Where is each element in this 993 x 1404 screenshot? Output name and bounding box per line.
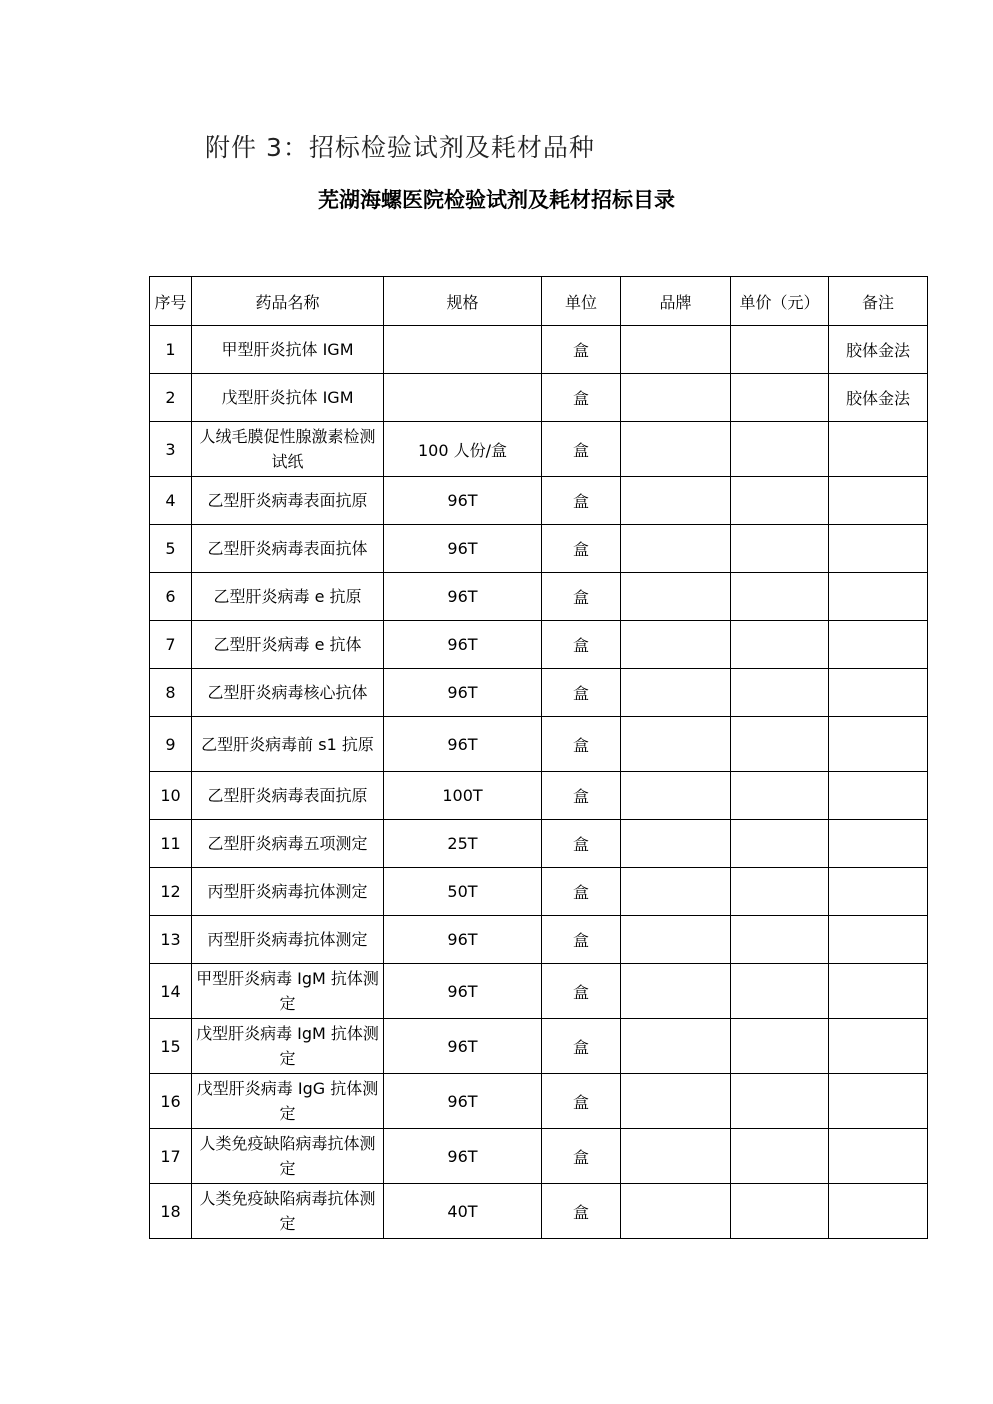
- cell-spec: 96T: [384, 717, 542, 772]
- cell-name: 丙型肝炎病毒抗体测定: [192, 868, 384, 916]
- cell-no: 16: [150, 1074, 192, 1129]
- cell-name: 乙型肝炎病毒表面抗原: [192, 772, 384, 820]
- cell-unit: 盒: [542, 477, 621, 525]
- cell-no: 13: [150, 916, 192, 964]
- cell-price: [731, 422, 829, 477]
- cell-price: [731, 1129, 829, 1184]
- cell-brand: [621, 868, 731, 916]
- table-row: [150, 1129, 928, 1184]
- cell-brand: [621, 916, 731, 964]
- cell-name: 乙型肝炎病毒表面抗原: [192, 477, 384, 525]
- cell-price: [731, 669, 829, 717]
- cell-spec: 100T: [384, 772, 542, 820]
- cell-remark: [829, 525, 928, 573]
- table-body: [150, 326, 928, 1239]
- header-price: 单价（元）: [731, 277, 829, 326]
- cell-remark: [829, 820, 928, 868]
- cell-name: 乙型肝炎病毒核心抗体: [192, 669, 384, 717]
- cell-unit: 盒: [542, 374, 621, 422]
- cell-brand: [621, 573, 731, 621]
- cell-price: [731, 964, 829, 1019]
- cell-spec: 96T: [384, 1019, 542, 1074]
- cell-unit: 盒: [542, 326, 621, 374]
- cell-spec: 50T: [384, 868, 542, 916]
- header-no: 序号: [150, 277, 192, 326]
- header-spec: 规格: [384, 277, 542, 326]
- table-row: [150, 916, 928, 964]
- cell-no: 4: [150, 477, 192, 525]
- table-row: [150, 374, 928, 422]
- cell-remark: [829, 1184, 928, 1239]
- cell-no: 5: [150, 525, 192, 573]
- cell-price: [731, 477, 829, 525]
- table-row: [150, 525, 928, 573]
- cell-unit: 盒: [542, 422, 621, 477]
- cell-no: 3: [150, 422, 192, 477]
- table-row: [150, 1184, 928, 1239]
- cell-name: 甲型肝炎病毒 IgM 抗体测定: [192, 964, 384, 1019]
- cell-name: 丙型肝炎病毒抗体测定: [192, 916, 384, 964]
- cell-no: 1: [150, 326, 192, 374]
- table-row: [150, 717, 928, 772]
- cell-brand: [621, 621, 731, 669]
- cell-name: 戊型肝炎病毒 IgM 抗体测定: [192, 1019, 384, 1074]
- cell-spec: 96T: [384, 669, 542, 717]
- cell-price: [731, 1074, 829, 1129]
- cell-brand: [621, 820, 731, 868]
- cell-remark: [829, 1019, 928, 1074]
- cell-brand: [621, 1129, 731, 1184]
- cell-spec: 96T: [384, 573, 542, 621]
- cell-brand: [621, 525, 731, 573]
- cell-no: 14: [150, 964, 192, 1019]
- cell-price: [731, 820, 829, 868]
- cell-remark: [829, 717, 928, 772]
- table-row: [150, 326, 928, 374]
- cell-unit: 盒: [542, 717, 621, 772]
- cell-spec: 40T: [384, 1184, 542, 1239]
- table-row: [150, 422, 928, 477]
- cell-no: 11: [150, 820, 192, 868]
- cell-spec: 96T: [384, 525, 542, 573]
- header-brand: 品牌: [621, 277, 731, 326]
- cell-unit: 盒: [542, 573, 621, 621]
- cell-price: [731, 621, 829, 669]
- cell-spec: 96T: [384, 964, 542, 1019]
- cell-remark: [829, 477, 928, 525]
- cell-no: 18: [150, 1184, 192, 1239]
- cell-brand: [621, 964, 731, 1019]
- header-name: 药品名称: [192, 277, 384, 326]
- cell-price: [731, 1184, 829, 1239]
- header-unit: 单位: [542, 277, 621, 326]
- cell-name: 乙型肝炎病毒五项测定: [192, 820, 384, 868]
- cell-no: 7: [150, 621, 192, 669]
- cell-remark: [829, 1074, 928, 1129]
- cell-price: [731, 326, 829, 374]
- table-row: [150, 1074, 928, 1129]
- cell-unit: 盒: [542, 1019, 621, 1074]
- cell-remark: 胶体金法: [829, 374, 928, 422]
- cell-remark: [829, 868, 928, 916]
- cell-unit: 盒: [542, 772, 621, 820]
- table-header-row: [150, 277, 928, 326]
- cell-spec: 100 人份/盒: [384, 422, 542, 477]
- cell-no: 8: [150, 669, 192, 717]
- cell-name: 甲型肝炎抗体 IGM: [192, 326, 384, 374]
- cell-unit: 盒: [542, 621, 621, 669]
- cell-remark: [829, 669, 928, 717]
- cell-name: 乙型肝炎病毒 e 抗体: [192, 621, 384, 669]
- cell-brand: [621, 772, 731, 820]
- cell-no: 12: [150, 868, 192, 916]
- cell-remark: [829, 1129, 928, 1184]
- cell-price: [731, 772, 829, 820]
- cell-brand: [621, 422, 731, 477]
- attachment-heading: 附件 3：招标检验试剂及耗材品种: [205, 133, 595, 162]
- cell-brand: [621, 1019, 731, 1074]
- table-row: [150, 868, 928, 916]
- table-row: [150, 1019, 928, 1074]
- cell-no: 15: [150, 1019, 192, 1074]
- cell-spec: 96T: [384, 1129, 542, 1184]
- table-row: [150, 621, 928, 669]
- table-row: [150, 964, 928, 1019]
- table-row: [150, 820, 928, 868]
- cell-unit: 盒: [542, 916, 621, 964]
- cell-spec: 96T: [384, 1074, 542, 1129]
- cell-spec: 96T: [384, 477, 542, 525]
- cell-unit: 盒: [542, 964, 621, 1019]
- cell-name: 乙型肝炎病毒 e 抗原: [192, 573, 384, 621]
- cell-unit: 盒: [542, 1129, 621, 1184]
- cell-price: [731, 525, 829, 573]
- cell-no: 10: [150, 772, 192, 820]
- cell-unit: 盒: [542, 1074, 621, 1129]
- cell-unit: 盒: [542, 525, 621, 573]
- cell-unit: 盒: [542, 820, 621, 868]
- reagent-table: [149, 276, 928, 1239]
- cell-brand: [621, 326, 731, 374]
- cell-name: 戊型肝炎病毒 IgG 抗体测定: [192, 1074, 384, 1129]
- cell-price: [731, 868, 829, 916]
- cell-no: 17: [150, 1129, 192, 1184]
- cell-remark: [829, 621, 928, 669]
- cell-brand: [621, 374, 731, 422]
- cell-no: 6: [150, 573, 192, 621]
- cell-brand: [621, 669, 731, 717]
- table-row: [150, 573, 928, 621]
- cell-remark: [829, 964, 928, 1019]
- cell-brand: [621, 717, 731, 772]
- cell-spec: 96T: [384, 916, 542, 964]
- cell-price: [731, 717, 829, 772]
- cell-name: 乙型肝炎病毒表面抗体: [192, 525, 384, 573]
- cell-price: [731, 573, 829, 621]
- cell-spec: 96T: [384, 621, 542, 669]
- cell-spec: 25T: [384, 820, 542, 868]
- cell-spec: [384, 326, 542, 374]
- cell-unit: 盒: [542, 1184, 621, 1239]
- cell-unit: 盒: [542, 669, 621, 717]
- cell-brand: [621, 477, 731, 525]
- cell-remark: [829, 916, 928, 964]
- cell-name: 乙型肝炎病毒前 s1 抗原: [192, 717, 384, 772]
- cell-brand: [621, 1074, 731, 1129]
- cell-price: [731, 374, 829, 422]
- cell-name: 人类免疫缺陷病毒抗体测定: [192, 1184, 384, 1239]
- cell-remark: [829, 772, 928, 820]
- table-row: [150, 772, 928, 820]
- cell-price: [731, 916, 829, 964]
- cell-name: 人类免疫缺陷病毒抗体测定: [192, 1129, 384, 1184]
- cell-name: 戊型肝炎抗体 IGM: [192, 374, 384, 422]
- table-row: [150, 477, 928, 525]
- header-remark: 备注: [829, 277, 928, 326]
- cell-remark: [829, 422, 928, 477]
- document-title: 芜湖海螺医院检验试剂及耗材招标目录: [318, 188, 675, 212]
- cell-remark: 胶体金法: [829, 326, 928, 374]
- cell-name: 人绒毛膜促性腺激素检测试纸: [192, 422, 384, 477]
- cell-brand: [621, 1184, 731, 1239]
- cell-remark: [829, 573, 928, 621]
- cell-no: 9: [150, 717, 192, 772]
- cell-price: [731, 1019, 829, 1074]
- cell-unit: 盒: [542, 868, 621, 916]
- cell-no: 2: [150, 374, 192, 422]
- cell-spec: [384, 374, 542, 422]
- table-row: [150, 669, 928, 717]
